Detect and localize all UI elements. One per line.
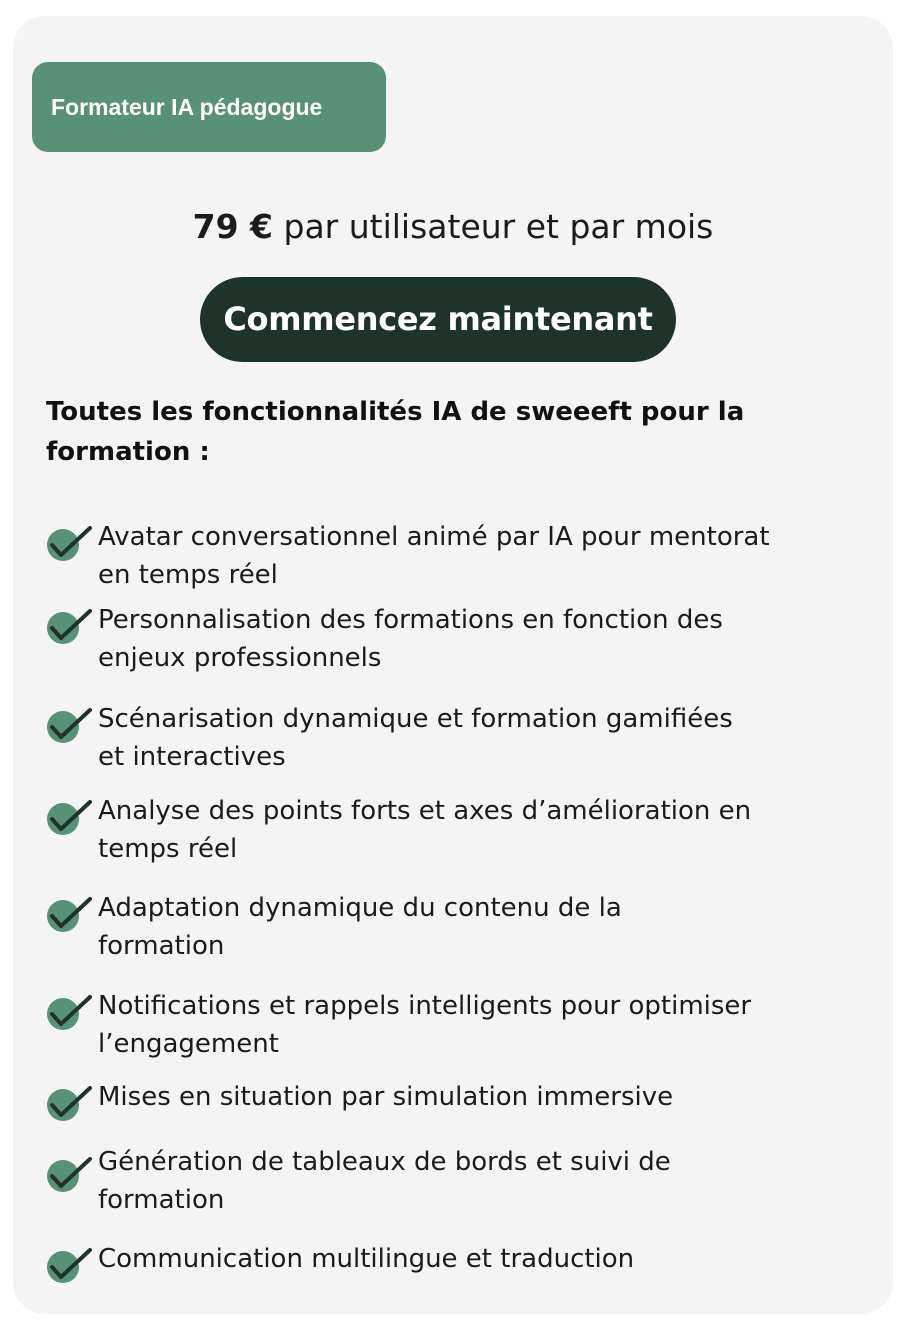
feature-line-1: Génération de tableaux de bords et suivi de [98,1147,671,1177]
feature-text [98,889,838,965]
feature-line-1: Mises en situation par simulation immersive [98,1082,674,1112]
start-now-button[interactable]: Commencez maintenant [200,277,676,362]
feature-line-1: Communication multilingue et traduction [98,1244,635,1274]
features-heading-line-2: formation : [46,437,210,467]
feature-line-2: formation [98,1185,225,1215]
check-icon [46,526,92,562]
check-icon [46,1157,92,1193]
check-icon [46,800,92,836]
feature-text [98,792,838,868]
feature-text [98,1240,838,1278]
feature-line-2: temps réel [98,834,238,864]
feature-text [98,700,838,776]
check-icon [46,1086,92,1122]
price-line [13,206,893,248]
feature-line-2: formation [98,931,225,961]
feature-line-1: Scénarisation dynamique et formation gamifiées [98,704,733,734]
feature-line-2: enjeux professionnels [98,643,382,673]
feature-line-2: et interactives [98,742,286,772]
price-period: par utilisateur et par mois [283,207,714,246]
feature-line-1: Avatar conversationnel animé par IA pour mentorat [98,522,770,552]
features-heading-line-1: Toutes les fonctionnalités IA de sweeeft pour la [46,397,745,427]
feature-text [98,1143,838,1219]
check-icon [46,1248,92,1284]
feature-line-2: l’engagement [98,1029,279,1059]
price-amount: 79 € [192,207,273,246]
feature-text [98,1078,838,1116]
feature-line-2: en temps réel [98,560,278,590]
feature-line-1: Analyse des points forts et axes d’amélioration en [98,796,752,826]
feature-line-1: Notifications et rappels intelligents pour optimiser [98,991,752,1021]
feature-text [98,601,838,677]
check-icon [46,995,92,1031]
feature-line-1: Personnalisation des formations en fonction des [98,605,723,635]
plan-badge: Formateur IA pédagogue [32,62,386,152]
pricing-card [13,16,893,1314]
check-icon [46,609,92,645]
features-heading [46,392,836,472]
feature-text [98,518,838,594]
check-icon [46,708,92,744]
check-icon [46,897,92,933]
feature-text [98,987,838,1063]
feature-line-1: Adaptation dynamique du contenu de la [98,893,622,923]
